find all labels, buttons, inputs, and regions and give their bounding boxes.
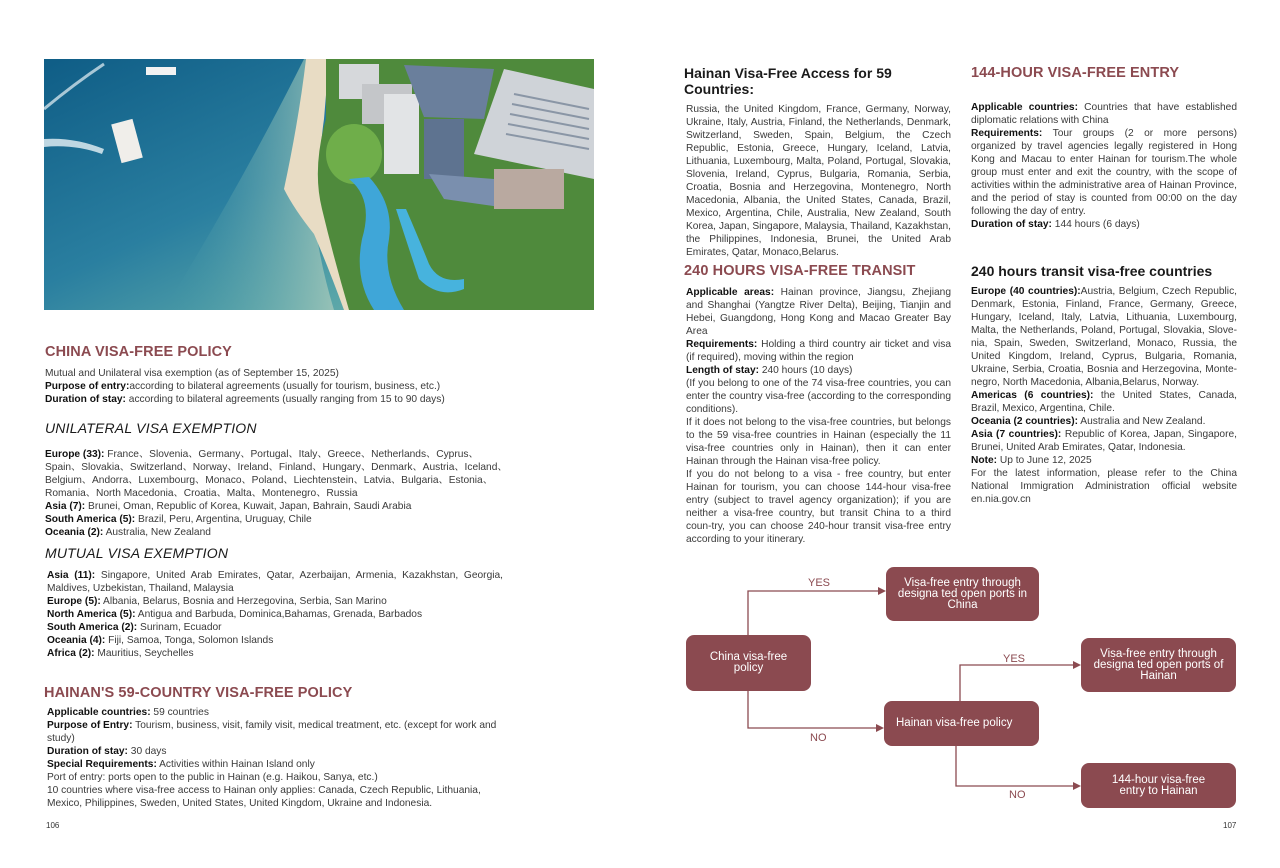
ten-countries-text: 10 countries where visa-free access to Hainan only applies: Canada, Czech Republic, Lithuania, Mexico, Philippines, Sweden, United States, United Kingdom, Ukraine and Indonesia.	[47, 785, 481, 809]
node-visa-free-entry-hainan-ports: Visa-free entry through designa ted open ports of Hainan	[1081, 638, 1236, 692]
asia-label: Asia (11):	[47, 570, 96, 581]
purpose-label: Purpose of entry:	[45, 381, 130, 392]
oceania-label: Oceania (2):	[45, 527, 104, 538]
applicable-value: Countries that have established diplomatic relations with China	[971, 102, 1238, 126]
oceania-value: Australia and New Zealand.	[1078, 416, 1206, 427]
south-america-value: Brazil, Peru, Argentina, Uruguay, Chile	[135, 514, 312, 525]
duration-label: Duration of stay:	[47, 746, 128, 757]
applicable-label: Applicable countries:	[47, 707, 151, 718]
latest-info-text: For the latest information, please refer to the China National Immigration Administration official website en.nia.gov.cn	[971, 468, 1237, 505]
note-label: Note:	[971, 455, 998, 466]
asia-label: Asia (7):	[45, 501, 86, 512]
connector-yes-hainan	[960, 665, 1075, 701]
connector-yes-china	[748, 591, 880, 636]
node-hainan-visa-free-policy: Hainan visa-free policy	[884, 701, 1039, 746]
purpose-value: Tourism, business, visit, family visit, medical treatment, etc. (except for work and study)	[47, 720, 497, 744]
flow-label-no: NO	[1009, 789, 1026, 801]
section-title: 144-HOUR VISA-FREE ENTRY	[971, 65, 1180, 81]
oceania-value: Australia, New Zealand	[103, 527, 211, 538]
europe-label: Europe (33):	[45, 449, 105, 460]
length-value: 240 hours (10 days)	[759, 365, 853, 376]
europe-label: Europe (40 countries):	[971, 286, 1081, 297]
flow-label-yes: YES	[1003, 653, 1026, 665]
europe-line: France、Slovenia、Germany、Portugal、Italy、Greece、Netherlands、Cyprus、	[104, 449, 479, 460]
special-value: Activities within Hainan Island only	[156, 759, 315, 770]
applicable-value: 59 countries	[150, 707, 209, 718]
asia-value: Brunei, Oman, Republic of Korea, Kuwait, Japan, Bahrain, Saudi Arabia	[85, 501, 412, 512]
asia-label: Asia (7 countries):	[971, 429, 1062, 440]
flow-label-yes: YES	[808, 577, 831, 589]
node-visa-free-entry-china-ports: Visa-free entry through designa ted open ports in China	[886, 567, 1039, 621]
europe-value: Austria, Belgium, Czech Republic, Denmark, Estonia, Finland, France, Germany, Greece, Hungary, Iceland, Italy, Latvia, Lithuania, Luxembourg, Malta, the Netherlands, Poland, Portugal, Slovakia, Slove-nia, Spain, Sweden, Switzerland, Monaco, Russia, the United Kingdom, Ireland, Cyprus, Bulgaria, Romania, Ukraine, Serbia, Croatia, Bosnia and Herzegovina, Monte-negro, North Macedonia, Albania,Belarus, Norway.	[971, 286, 1237, 388]
north-america-value: Antigua and Barbuda, Dominica,Bahamas, Grenada, Barbados	[135, 609, 423, 620]
node-144-hour-entry-hainan: 144-hour visa-free entry to Hainan	[1081, 763, 1236, 808]
port-of-entry-text: Port of entry: ports open to the public in Hainan (e.g. Haikou, Sanya, etc.)	[47, 772, 378, 783]
paragraph: (If you belong to one of the 74 visa-free countries, you can enter the country visa-free (according to the corresponding conditions).	[686, 378, 951, 415]
europe-value: Albania, Belarus, Bosnia and Herzegovina, Serbia, San Marino	[100, 596, 387, 607]
intro-text: Mutual and Unilateral visa exemption (as of September 15, 2025)	[45, 368, 339, 379]
page-number-right: 107	[1223, 821, 1237, 830]
section-title: 240 HOURS VISA-FREE TRANSIT	[684, 263, 916, 279]
requirements-label: Requirements:	[686, 339, 758, 350]
europe-line: Belgium、Andorra、Luxembourg、Monaco、Poland、Liechtenstein、Latvia、Bulgaria、Estonia、	[45, 475, 493, 486]
arrow-head	[876, 724, 884, 732]
oceania-label: Oceania (4):	[47, 635, 106, 646]
south-america-value: Surinam, Ecuador	[137, 622, 222, 633]
connector-no-china	[748, 691, 878, 728]
arrow-head	[1073, 661, 1081, 669]
section-title: UNILATERAL VISA EXEMPTION	[45, 420, 257, 436]
africa-value: Mauritius, Seychelles	[94, 648, 194, 659]
africa-label: Africa (2):	[47, 648, 95, 659]
section-title: HAINAN'S 59-COUNTRY VISA-FREE POLICY	[44, 685, 353, 701]
purpose-value: according to bilateral agreements (usually for tourism, business, etc.)	[129, 381, 441, 392]
section-title: 240 hours transit visa-free countries	[971, 263, 1213, 279]
americas-label: Americas (6 countries):	[971, 390, 1094, 401]
connector-no-hainan	[956, 746, 1075, 786]
asia-value: Republic of Korea, Japan, Singapore, Brunei, United Arab Emirates, Qatar, Indonesia.	[971, 429, 1237, 453]
paragraph: If you do not belong to a visa - free country, but enter Hainan for tourism, you can choose 144-hour visa-free entry (subject to travel agency organization); if you are neither a visa-free country, but transit China to a third coun-try, you can choose 240-hour transit visa-free entry according to your itinerary.	[686, 469, 951, 545]
section-title: CHINA VISA-FREE POLICY	[45, 344, 232, 360]
node-china-visa-free-policy: China visa-free policy	[686, 635, 811, 691]
oceania-label: Oceania (2 countries):	[971, 416, 1078, 427]
applicable-label: Applicable countries:	[971, 102, 1078, 113]
section-title: MUTUAL VISA EXEMPTION	[45, 545, 229, 561]
country-list: Russia, the United Kingdom, France, Germany, Norway, Ukraine, Italy, Austria, Finland, the Netherlands, Denmark, Switzerland, Sweden, Spain, Belgium, the Czech Republic, Estonia, Greece, Hungary, Iceland, Latvia, Lithuania, Luxembourg, Malta, Poland, Portugal, Slovakia, Slovenia, Ireland, Cyprus, Bulgaria, Romania, Serbia, Croatia, Bosnia and Herzegovina, Montenegro, North Macedonia, Albania, the United States, Canada, Brazil, Mexico, Argentina, Chile, Australia, New Zealand, South Korea, Japan, Singapore, Malaysia, Thailand, Kazakhstan, the Philippines, Indonesia, Brunei, the United Arab Emirates, Qatar, Monaco,Belarus.	[686, 104, 951, 258]
section-title: Hainan Visa-Free Access for 59 Countries:	[684, 65, 892, 97]
asia-value: Singapore, United Arab Emirates, Qatar, Azerbaijan, Armenia, Kazakhstan, Georgia, Maldives, Uzbekistan, Thailand, Malaysia	[47, 570, 504, 594]
flow-label-no: NO	[810, 732, 827, 744]
page-number-left: 106	[46, 821, 60, 830]
americas-value: the United States, Canada, Brazil, Mexico, Argentina, Chile.	[971, 390, 1237, 414]
north-america-label: North America (5):	[47, 609, 136, 620]
duration-value: according to bilateral agreements (usually ranging from 15 to 90 days)	[125, 394, 445, 405]
requirements-value: Tour groups (2 or more persons) organized by travel agencies legally registered in Hong Kong and Macau to enter Hainan for tourism.The whole group must enter and exit the country, with the scope of activities within the administrative area of Hainan Province, and the period of stay is counted from 00:00 on the day following the day of entry.	[971, 128, 1237, 217]
arrow-head	[878, 587, 886, 595]
duration-value: 30 days	[127, 746, 167, 757]
duration-label: Duration of stay:	[45, 394, 126, 405]
arrow-head	[1073, 782, 1081, 790]
oceania-value: Fiji, Samoa, Tonga, Solomon Islands	[105, 635, 274, 646]
requirements-value: Holding a third country air ticket and visa (if required), moving within the region	[686, 339, 951, 363]
note-value: Up to June 12, 2025	[997, 455, 1092, 466]
south-america-label: South America (2):	[47, 622, 138, 633]
duration-label: Duration of stay:	[971, 219, 1052, 230]
south-america-label: South America (5):	[45, 514, 136, 525]
europe-label: Europe (5):	[47, 596, 101, 607]
duration-value: 144 hours (6 days)	[1051, 219, 1140, 230]
areas-label: Applicable areas:	[686, 287, 775, 298]
purpose-label: Purpose of Entry:	[47, 720, 133, 731]
paragraph: If it does not belong to the visa-free countries, but belongs to the 59 visa-free countries in Hainan (especially the 11 visa-free countries only in Hainan), then it can enter Hainan through the Hainan visa-free policy.	[686, 417, 951, 467]
requirements-label: Requirements:	[971, 128, 1043, 139]
special-label: Special Requirements:	[47, 759, 157, 770]
europe-line: Romania、North Macedonia、Croatia、Malta、Montenegro、Russia	[45, 488, 358, 499]
length-label: Length of stay:	[686, 365, 760, 376]
europe-line: Spain、Slovakia、Switzerland、Norway、Ireland、Finland、Hungary、Denmark、Austria、Iceland、	[45, 462, 508, 473]
areas-value: Hainan province, Jiangsu, Zhejiang and Shanghai (Yangtze River Delta), Beijing, Tianjin and Hebei, Guangdong, Hong Kong and Macao Greater Bay Area	[686, 287, 951, 337]
